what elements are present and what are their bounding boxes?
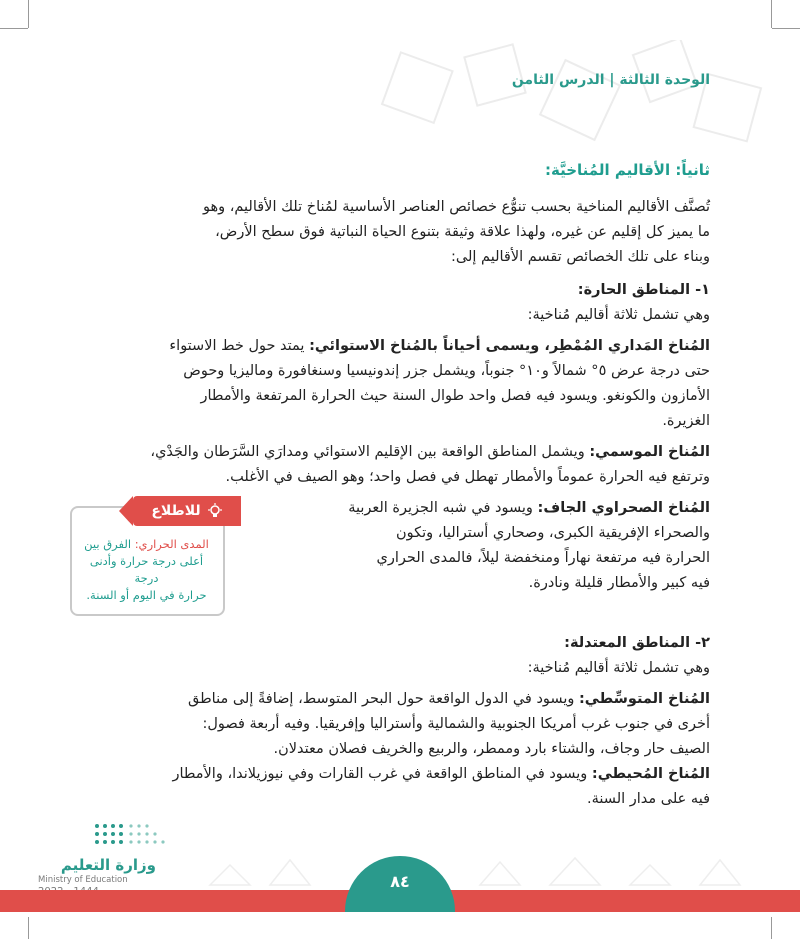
mediterranean-line: أخرى في جنوب غرب أمريكا الجنوبية والشمالية وأستراليا وإفريقيا. وفيه أربعة فصول: [202,716,710,732]
ministry-logo [38,822,178,897]
hot-zones-heading: ١- المناطق الحارة: [577,282,710,298]
ministry-name-ar: وزارة التعليم [60,856,156,874]
term: المُناخ المتوسِّطي: [579,691,710,707]
temperate-zones-lead: وهي تشمل ثلاثة أقاليم مُناخية: [527,660,710,676]
tropical-line: الغزيرة. [662,413,710,429]
note-line: حرارة في اليوم أو السنة. [86,588,207,602]
footer-pattern [200,850,760,890]
crop-mark [0,28,28,29]
temperate-zones-heading: ٢- المناطق المعتدلة: [564,635,710,651]
info-note-tab [133,496,241,526]
term: المُناخ الموسمي: [589,444,710,460]
monsoon-climate: المُناخ الموسمي: ويشمل المناطق الواقعة بين الإقليم الاستوائي ومدارَي السَّرَطان والجَدْي، [150,444,710,460]
info-note-text: المدى الحراري: الفرق بين أعلى درجة حرارة وأدنى درجة حرارة في اليوم أو السنة. [80,536,213,604]
header-pattern [350,40,780,150]
info-note-box [70,502,225,616]
section-title: ثانياً: الأقاليم المُناخيَّة: [545,161,710,179]
intro-line: وبناء على تلك الخصائص تقسم الأقاليم إلى: [451,249,710,265]
desert-line: الحرارة فيه مرتفعة نهاراً ومنخفضة ليلاً، فالمدى الحراري [376,550,710,566]
mediterranean-climate: المُناخ المتوسِّطي: ويسود في الدول الواقعة حول البحر المتوسط، إضافةً إلى مناطق [188,691,710,707]
note-line: أعلى درجة حرارة وأدنى درجة [89,554,204,585]
crop-mark [28,917,29,939]
hot-zones-lead: وهي تشمل ثلاثة أقاليم مُناخية: [527,307,710,323]
desert-with-note [70,496,710,623]
lightbulb-icon [207,503,223,519]
breadcrumb: الوحدة الثالثة | الدرس الثامن [511,72,710,88]
term: المُناخ المَداري المُمْطِر، ويسمى أحياناً بالمُناخ الاستوائي: [309,338,710,354]
desert-line: فيه كبير والأمطار قليلة ونادرة. [528,575,710,591]
info-note-label: للاطلاع [151,502,201,519]
logo-dots-icon [93,822,173,846]
oceanic-line: فيه على مدار السنة. [587,791,710,807]
desert-climate: المُناخ الصحراوي الجاف: ويسود في شبه الجزيرة العربية والصحراء الإفريقية الكبرى، وصحاري أستراليا، وتكون الحرارة فيه مرتفعة نهاراً ومنخفضة ليلاً، فالمدى الحراري فيه كبير والأمطار قليلة ونادرة. [270,496,710,596]
note-term: المدى الحراري: [134,537,209,551]
tropical-line: الأمازون والكونغو. ويسود فيه فصل واحد طوال السنة حيث الحرارة المرتفعة والأمطار [200,388,710,404]
oceanic-climate: المُناخ المُحيطي: ويسود في المناطق الواقعة في غرب القارات وفي نيوزيلاندا، والأمطار [172,766,710,782]
crop-mark [28,0,29,28]
monsoon-line: وترتفع فيه الحرارة عموماً والأمطار تهطل في فصل واحد؛ وهو الصيف في الأغلب. [225,469,710,485]
tropical-climate: المُناخ المَداري المُمْطِر، ويسمى أحياناً بالمُناخ الاستوائي: يمتد حول خط الاستواء [169,338,710,354]
term: المُناخ الصحراوي الجاف: [537,500,710,516]
intro-line: ما يميز كل إقليم عن غيره، ولهذا علاقة وثيقة بتنوع الحياة النباتية فوق سطح الأرض، [215,224,710,240]
ministry-name-en: Ministry of Education [38,875,128,885]
page-number: ٨٤ [390,871,410,891]
crop-mark [771,0,772,28]
desert-line: والصحراء الإفريقية الكبرى، وصحاري أستراليا، وتكون [396,525,710,541]
term: المُناخ المُحيطي: [591,766,710,782]
lesson-content [70,158,710,812]
mediterranean-line: الصيف حار وجاف، والشتاء بارد وممطر، والربيع والخريف فصلان معتدلان. [273,741,710,757]
tropical-line: حتى درجة عرض ٥° شمالاً و١٠° جنوباً، ويشمل جزر إندونيسيا وسنغافورة وماليزيا وحوض [183,363,710,379]
crop-mark [772,28,800,29]
intro-line: تُصنَّف الأقاليم المناخية بحسب تنوُّع خصائص العناصر الأساسية لمُناخ تلك الأقاليم، وهو [202,199,710,215]
crop-mark [771,917,772,939]
